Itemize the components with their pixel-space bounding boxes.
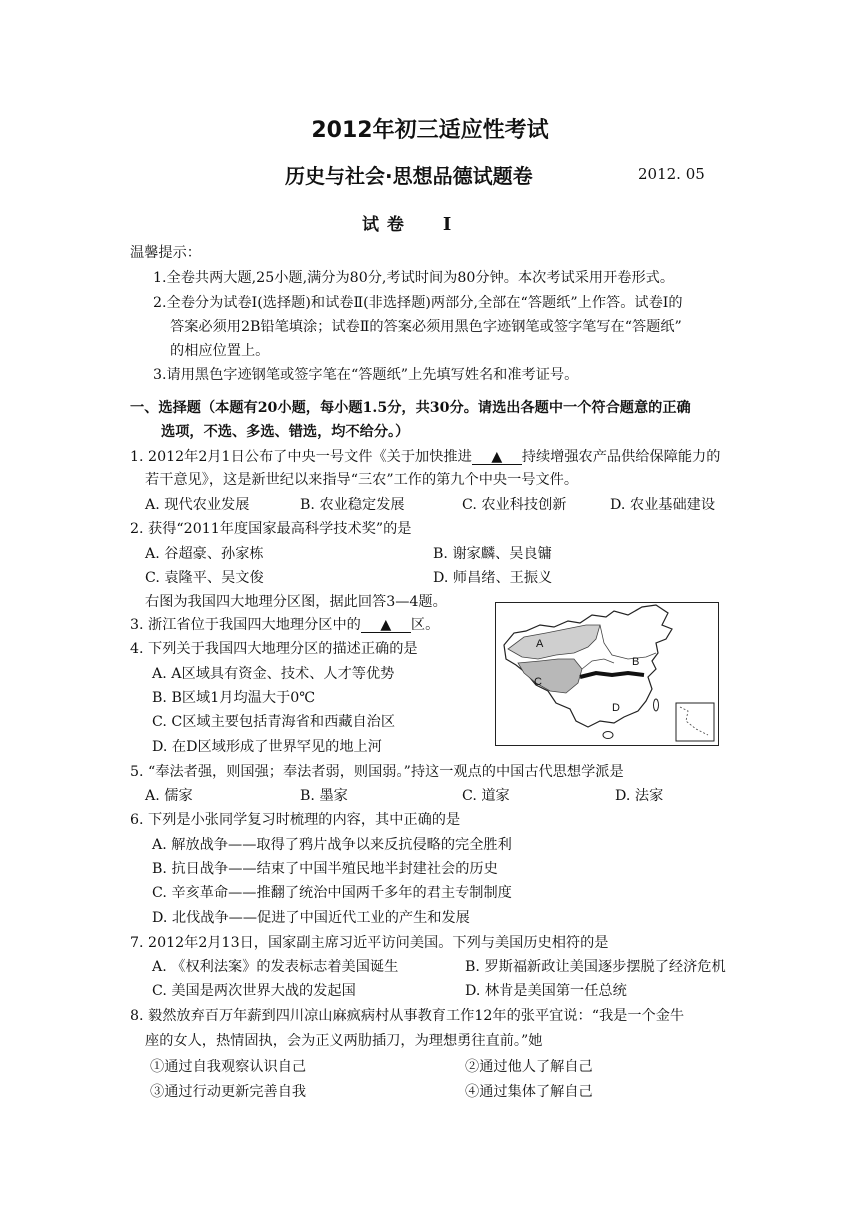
q7-option-a: A. 《权利法案》的发表标志着美国诞生: [152, 959, 399, 975]
question-2: 2. 获得“2011年度国家最高科学技术奖”的是: [130, 521, 412, 537]
paper-number: Ⅰ: [442, 214, 453, 235]
q5-option-b: B. 墨家: [300, 788, 348, 804]
q5-option-c: C. 道家: [462, 788, 510, 804]
hainan-island: [603, 732, 613, 739]
q8-stem-cont: 座的女人，热情固执，会为正义两肋插刀，为理想勇往直前。”她: [145, 1033, 543, 1049]
q3-stem-start: 3. 浙江省位于我国四大地理分区中的: [130, 617, 361, 633]
question-1: [130, 446, 720, 466]
q2-option-b: B. 谢家麟、吴良镛: [433, 546, 552, 562]
q8-option-2: ②通过他人了解自己: [465, 1059, 593, 1075]
q7-option-b: B. 罗斯福新政让美国逐步摆脱了经济危机: [465, 959, 726, 975]
q4-option-b: B. B区域1月均温大于0℃: [152, 690, 316, 706]
south-sea-inset: [676, 703, 714, 741]
q1-stem-start: 1. 2012年2月1日公布了中央一号文件《关于加快推进: [130, 449, 472, 465]
notice-item-2-cont: 答案必须用2B铅笔填涂；试卷Ⅱ的答案必须用黑色字迹钢笔或签字笔写在“答题纸”: [170, 319, 682, 335]
q4-option-d: D. 在D区域形成了世界罕见的地上河: [152, 739, 382, 755]
q6-option-b: B. 抗日战争——结束了中国半殖民地半封建社会的历史: [152, 861, 498, 877]
map-label-b: B: [632, 656, 640, 668]
q4-option-a: A. A区域具有资金、技术、人才等优势: [152, 666, 395, 682]
question-4: 4. 下列关于我国四大地理分区的描述正确的是: [130, 641, 418, 657]
q7-option-d: D. 林肯是美国第一任总统: [465, 983, 627, 999]
q3-stem-end: 区。: [410, 617, 440, 633]
paper-label-text: 试 卷: [362, 215, 405, 235]
map-label-c: C: [534, 676, 542, 688]
exam-title: 2012年初三适应性考试: [311, 118, 549, 143]
q6-option-d: D. 北伐战争——促进了中国近代工业的产生和发展: [152, 910, 470, 926]
western-boundary: [582, 659, 614, 669]
question-3: [130, 614, 439, 634]
question-6: 6. 下列是小张同学复习时梳理的内容，其中正确的是: [130, 812, 461, 828]
qinling-huaihe-line: [580, 673, 644, 677]
q3-blank: ▲: [361, 618, 411, 633]
question-5: 5. “奉法者强，则国强；奉法者弱，则国弱。”持这一观点的中国古代思想学派是: [130, 764, 624, 780]
q1-option-c: C. 农业科技创新: [462, 497, 567, 513]
q1-option-a: A. 现代农业发展: [145, 497, 250, 513]
china-region-map: [495, 602, 719, 746]
south-sea-inset-coast: [680, 707, 708, 735]
q1-option-b: B. 农业稳定发展: [300, 497, 405, 513]
region-c-shade: [518, 659, 582, 693]
exam-subtitle: 历史与社会·思想品德试题卷: [285, 164, 533, 188]
q2-option-c: C. 袁隆平、吴文俊: [145, 570, 264, 586]
notice-item-3: 3.请用黑色字迹钢笔或签字笔在“答题纸”上先填写姓名和准考证号。: [153, 367, 579, 383]
question-8: 8. 毅然放弃百万年薪到四川凉山麻疯病村从事教育工作12年的张平宜说：“我是一个金牛: [130, 1008, 685, 1024]
question-7: 7. 2012年2月13日，国家副主席习近平访问美国。下列与美国历史相符的是: [130, 935, 609, 951]
q5-option-a: A. 儒家: [145, 788, 193, 804]
map-intro: 右图为我国四大地理分区图，据此回答3—4题。: [145, 594, 447, 610]
china-map-svg: [496, 603, 718, 745]
q1-stem-cont: 若干意见》，这是新世纪以来指导“三农”工作的第九个中央一号文件。: [145, 472, 579, 488]
northern-boundary: [600, 625, 656, 659]
q4-option-c: C. C区域主要包括青海省和西藏自治区: [152, 714, 396, 730]
q2-option-a: A. 谷超豪、孙家栋: [145, 546, 264, 562]
q1-blank: ▲: [472, 450, 522, 465]
q6-option-c: C. 辛亥革命——推翻了统治中国两千多年的君主专制制度: [152, 885, 512, 901]
exam-date: 2012. 05: [638, 165, 705, 183]
q8-option-4: ④通过集体了解自己: [465, 1084, 593, 1100]
notice-heading: 温馨提示：: [130, 245, 201, 261]
section-1-heading-cont: 选项，不选、多选、错选，均不给分。）: [161, 424, 410, 440]
q8-option-3: ③通过行动更新完善自我: [150, 1084, 307, 1100]
q8-option-1: ①通过自我观察认识自己: [150, 1059, 307, 1075]
notice-item-2-end: 的相应位置上。: [170, 343, 270, 359]
q6-option-a: A. 解放战争——取得了鸦片战争以来反抗侵略的完全胜利: [152, 837, 512, 853]
q1-stem-end: 持续增强农产品供给保障能力的: [521, 449, 721, 465]
q2-option-d: D. 师昌绪、王振义: [433, 570, 553, 586]
region-a-shade: [508, 625, 600, 659]
q7-option-c: C. 美国是两次世界大战的发起国: [152, 983, 356, 999]
section-1-heading: 一、选择题（本题有20小题，每小题1.5分，共30分。请选出各题中一个符合题意的正确: [130, 400, 691, 416]
paper-label: [362, 210, 452, 235]
q5-option-d: D. 法家: [615, 788, 664, 804]
map-label-a: A: [536, 638, 544, 650]
notice-item-2: 2.全卷分为试卷Ⅰ(选择题)和试卷Ⅱ(非选择题)两部分,全部在“答题纸”上作答。试卷Ⅰ的: [153, 295, 683, 311]
notice-item-1: 1.全卷共两大题,25小题,满分为80分,考试时间为80分钟。本次考试采用开卷形式。: [153, 270, 675, 286]
taiwan-island: [654, 699, 659, 711]
map-label-d: D: [612, 702, 620, 714]
q1-option-d: D. 农业基础建设: [610, 497, 716, 513]
